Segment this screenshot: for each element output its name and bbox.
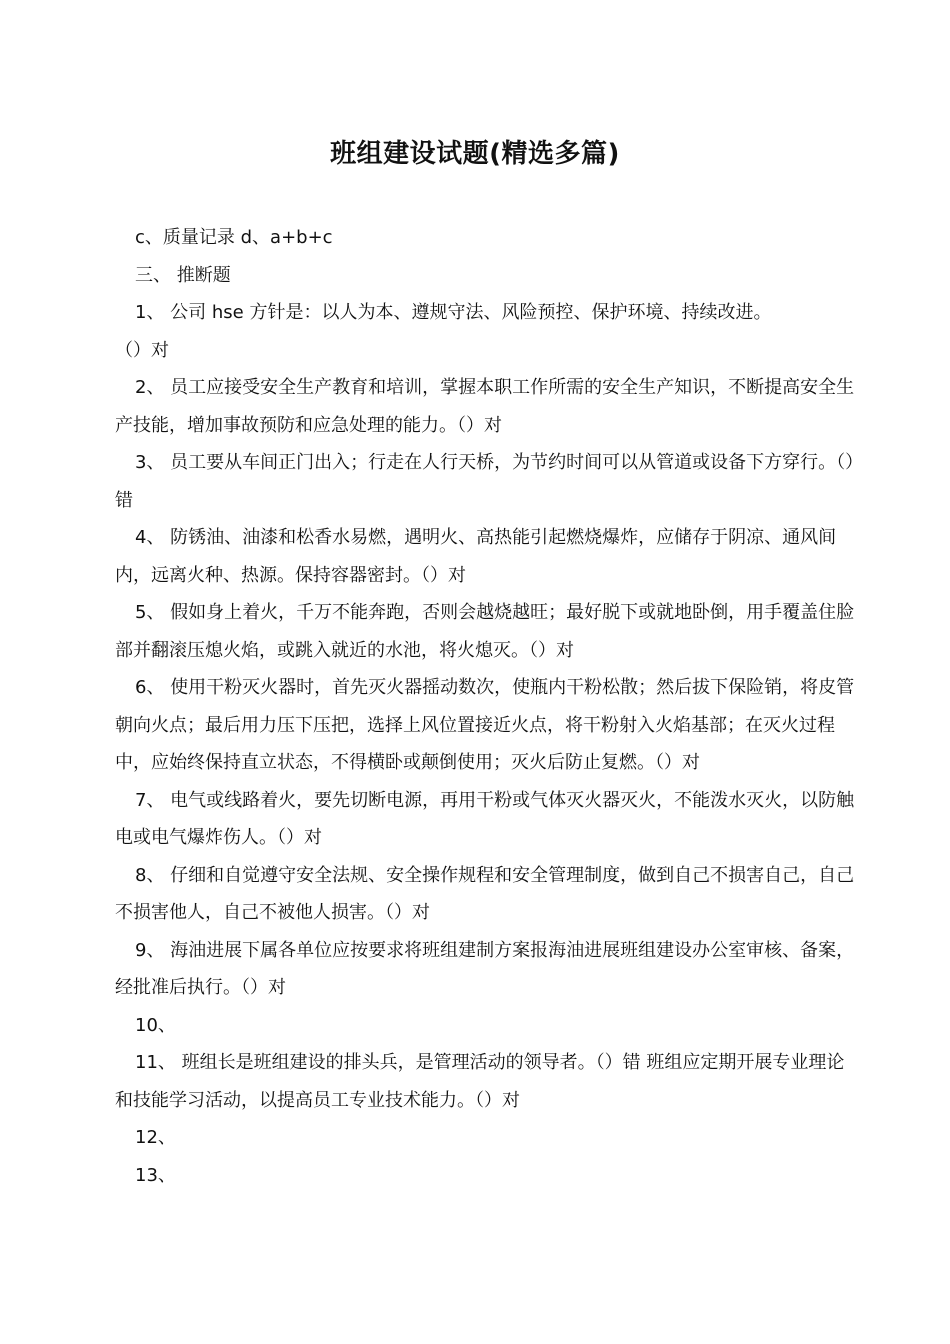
question-12: 12、 [135, 1127, 176, 1148]
question-10: 10、 [135, 1014, 176, 1036]
question-5: 5、 假如身上着火，千万不能奔跑，否则会越烧越旺；最好脱下或就地卧倒，用手覆盖住脸部并翻滚压熄火焰，或跳入就近的水池，将火熄灭。（）对 [115, 602, 855, 661]
document-title: 班组建设试题(精选多篇) [330, 139, 620, 169]
question-1: 1、 公司 hse 方针是：以人为本、遵规守法、风险预控、保护环境、持续改进。 [135, 302, 772, 323]
document-body [115, 219, 855, 1194]
question-13: 13、 [135, 1164, 176, 1186]
question-7: 7、 电气或线路着火，要先切断电源，再用干粉或气体灭火器灭火，不能泼水灭火，以防触电或电气爆炸伤人。（）对 [115, 789, 855, 848]
question-2: 2、 员工应接受安全生产教育和培训，掌握本职工作所需的安全生产知识，不断提高安全生产技能，增加事故预防和应急处理的能力。（）对 [115, 377, 855, 436]
paragraph-quality-record: c、质量记录 d、a+b+c [135, 227, 333, 248]
question-9: 9、 海油进展下属各单位应按要求将班组建制方案报海油进展班组建设办公室审核、备案，经批准后执行。（）对 [115, 939, 855, 998]
question-8: 8、 仔细和自觉遵守安全法规、安全操作规程和安全管理制度，做到自己不损害自己，自己不损害他人，自己不被他人损害。（）对 [115, 864, 855, 923]
question-4: 4、 防锈油、油漆和松香水易燃，遇明火、高热能引起燃烧爆炸，应储存于阴凉、通风间内，远离火种、热源。保持容器密封。（）对 [115, 527, 837, 586]
question-1-answer: （）对 [115, 339, 169, 361]
question-6: 6、 使用干粉灭火器时，首先灭火器摇动数次，使瓶内干粉松散；然后拔下保险销，将皮管朝向火点；最后用力压下压把，选择上风位置接近火点，将干粉射入火焰基部；在灭火过程中，应始终保持直立状态，不得横卧或颠倒使用；灭火后防止复燃。（）对 [115, 677, 855, 773]
section-heading-judgment: 三、 推断题 [135, 264, 231, 286]
question-3: 3、 员工要从车间正门出入；行走在人行天桥，为节约时间可以从管道或设备下方穿行。（）错 [115, 452, 855, 511]
question-11: 11、 班组长是班组建设的排头兵，是管理活动的领导者。（）错 班组应定期开展专业理论和技能学习活动，以提高员工专业技术能力。（）对 [115, 1052, 845, 1111]
